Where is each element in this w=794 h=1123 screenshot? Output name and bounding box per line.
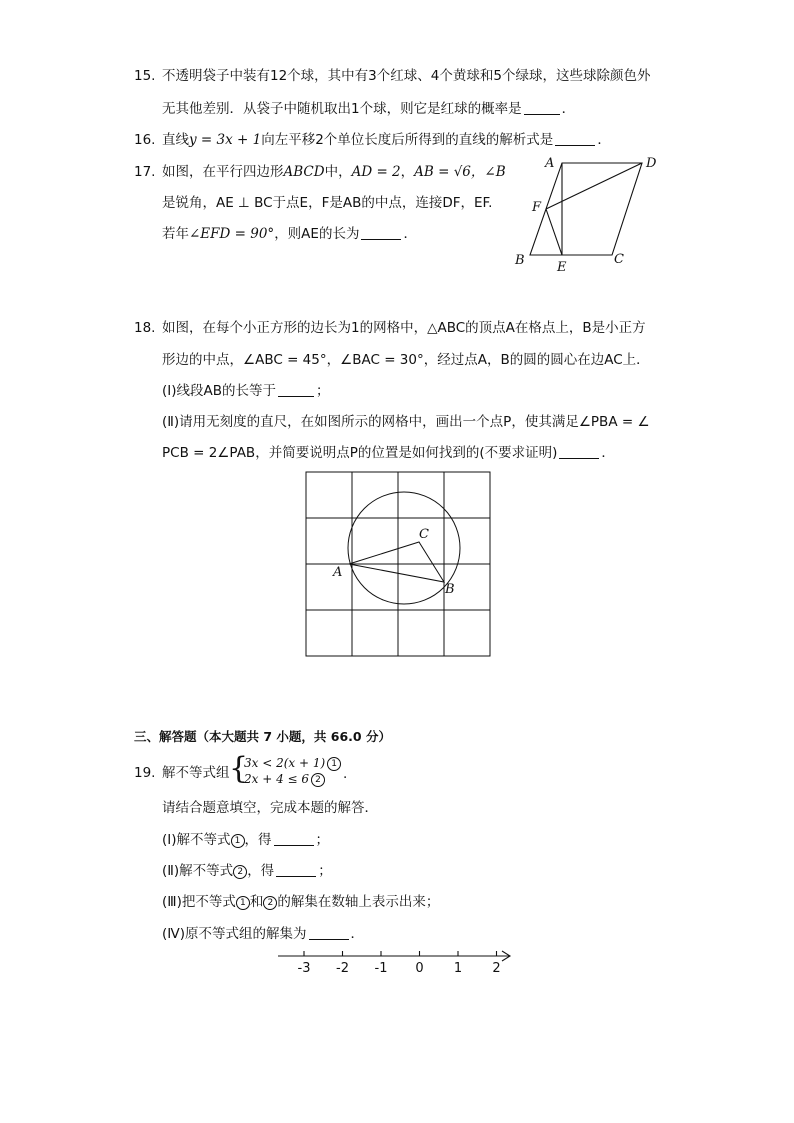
q17-angle-b: ，∠B <box>470 164 506 180</box>
q18-part1-end: ； <box>316 383 330 399</box>
q19-p2b: ，得 <box>247 863 275 879</box>
q19-dot: . <box>343 766 348 782</box>
circle-through-a-b <box>348 492 460 604</box>
triangle-abc <box>349 542 444 582</box>
q17-end: ． <box>403 226 417 242</box>
q17-abcd: ABCD <box>283 164 325 180</box>
label-a: A <box>545 156 555 171</box>
q19-intro: 请结合题意填空，完成本题的解答． <box>162 800 378 816</box>
q19-p3-mark-2: 2 <box>263 896 277 910</box>
q18-part2-line1: (Ⅱ)请用无刻度的直尺，在如图所示的网格中，画出一个点P，使其满足∠PBA = ∠ <box>162 414 650 430</box>
label-d: D <box>646 156 657 171</box>
q19-part2 <box>162 863 332 879</box>
axis-tick-label: -1 <box>374 961 388 976</box>
q18-part1-text: (Ⅰ)线段AB的长等于 <box>162 383 277 399</box>
q15-end: ． <box>561 101 576 117</box>
q17-line3 <box>162 226 417 242</box>
q16-number: 16. <box>134 132 156 148</box>
q19-mark-2: 2 <box>311 773 325 787</box>
q19-p3a: (Ⅲ)把不等式 <box>162 894 236 910</box>
q15-line1: 不透明袋子中装有12个球，其中有3个红球、4个黄球和5个绿球，这些球除颜色外 <box>162 68 651 84</box>
section-three-title: 三、解答题（本大题共 7 小题，共 66.0 分） <box>134 729 391 744</box>
q19-p3-mark-1: 1 <box>236 896 250 910</box>
q17-line1 <box>162 164 506 180</box>
q18-part2-text: PCB = 2∠PAB，并简要说明点P的位置是如何找到的(不要求证明) <box>162 445 558 461</box>
segment-fd <box>546 163 642 209</box>
q16-equation: y = 3x + 1 <box>189 132 262 148</box>
q19-p2-mark: 2 <box>233 865 247 879</box>
q19-p1a: (Ⅰ)解不等式 <box>162 832 231 848</box>
q15-number: 15. <box>134 68 156 84</box>
q18-part2-end: ． <box>601 445 615 461</box>
q17-number: 17. <box>134 164 156 180</box>
q17-line1a: 如图，在平行四边形 <box>162 164 284 180</box>
q17-line3b: ∠EFD = 90° <box>189 226 275 242</box>
q19-p3b: 和 <box>249 894 264 910</box>
q17-line2: 是锐角，AE ⊥ BC于点E，F是AB的中点，连接DF，EF. <box>162 195 493 211</box>
q19-part4-blank[interactable] <box>309 926 349 940</box>
axis-tick-label: 0 <box>415 961 424 976</box>
q16-pre: 直线 <box>162 132 189 148</box>
segment-fe <box>546 209 562 255</box>
q18-line1: 如图，在每个小正方形的边长为1的网格中，△ABC的顶点A在格点上，B是小正方 <box>162 320 646 336</box>
q16-text <box>162 132 611 148</box>
q17-line1b: 中， <box>324 164 352 180</box>
q17-comma: ， <box>400 164 415 180</box>
q18-line2: 形边的中点，∠ABC = 45°，∠BAC = 30°，经过点A，B的圆的圆心在边AC上． <box>162 352 650 368</box>
q16-answer-blank[interactable] <box>555 132 595 146</box>
q19-part3 <box>162 894 439 910</box>
axis-tick-label: 1 <box>453 961 463 976</box>
q19-part2-blank[interactable] <box>276 863 316 877</box>
q17-answer-blank[interactable] <box>361 226 401 240</box>
q19-p4a: (Ⅳ)原不等式组的解集为 <box>162 926 307 942</box>
q19-pre: 解不等式组 <box>162 765 230 781</box>
label-b: B <box>515 253 525 268</box>
q19-brace: { <box>229 751 249 786</box>
label-c: C <box>419 527 429 542</box>
label-a: A <box>333 565 343 580</box>
label-b: B <box>445 582 455 597</box>
q17-ad: AD = 2 <box>351 164 401 180</box>
q19-p1c: ； <box>315 832 330 848</box>
q18-part2-line2 <box>162 445 615 461</box>
axis-tick-label: -2 <box>336 961 349 976</box>
q19-part1 <box>162 832 329 848</box>
q15-line2-text: 无其他差别．从袋子中随机取出1个球，则它是红球的概率是 <box>162 101 522 117</box>
q17-parallelogram-figure <box>510 150 670 275</box>
q19-mark-1: 1 <box>327 757 341 771</box>
q19-p3c: 的解集在数轴上表示出来； <box>277 894 440 910</box>
q15-answer-blank[interactable] <box>524 101 560 115</box>
q19-part1-blank[interactable] <box>274 832 314 846</box>
label-f: F <box>532 200 542 215</box>
q18-part1-blank[interactable] <box>278 383 314 397</box>
q16-post: 向左平移2个单位长度后所得到的直线的解析式是 <box>261 132 554 148</box>
q18-grid-figure <box>300 466 495 661</box>
q17-line3a: 若年 <box>162 226 189 242</box>
q19-number-line <box>270 945 520 980</box>
q19-p4b: ． <box>350 926 364 942</box>
q16-end: ． <box>597 132 611 148</box>
label-c: C <box>614 252 624 267</box>
q19-p2a: (Ⅱ)解不等式 <box>162 863 234 879</box>
q17-line3c: ，则AE的长为 <box>274 226 360 242</box>
q19-ineq2-text: 2x + 4 ≤ 6 <box>244 772 310 786</box>
q19-p1-mark: 1 <box>231 834 245 848</box>
q15-line2 <box>162 101 575 117</box>
q19-part4 <box>162 926 364 942</box>
q18-number: 18. <box>134 320 156 336</box>
q19-p1b: ，得 <box>244 832 272 848</box>
q19-inequality-1 <box>244 756 341 771</box>
axis-tick-label: -3 <box>297 961 311 976</box>
q19-ineq1-text: 3x < 2(x + 1) <box>244 756 326 770</box>
axis-tick-label: 2 <box>492 961 501 976</box>
q18-part2-blank[interactable] <box>559 445 599 459</box>
label-e: E <box>557 260 567 275</box>
q19-number: 19. <box>134 765 156 781</box>
q19-p2c: ； <box>318 863 332 879</box>
q17-ab: AB = √6 <box>414 164 471 180</box>
q18-part1 <box>162 383 330 399</box>
q19-inequality-2 <box>244 772 325 787</box>
